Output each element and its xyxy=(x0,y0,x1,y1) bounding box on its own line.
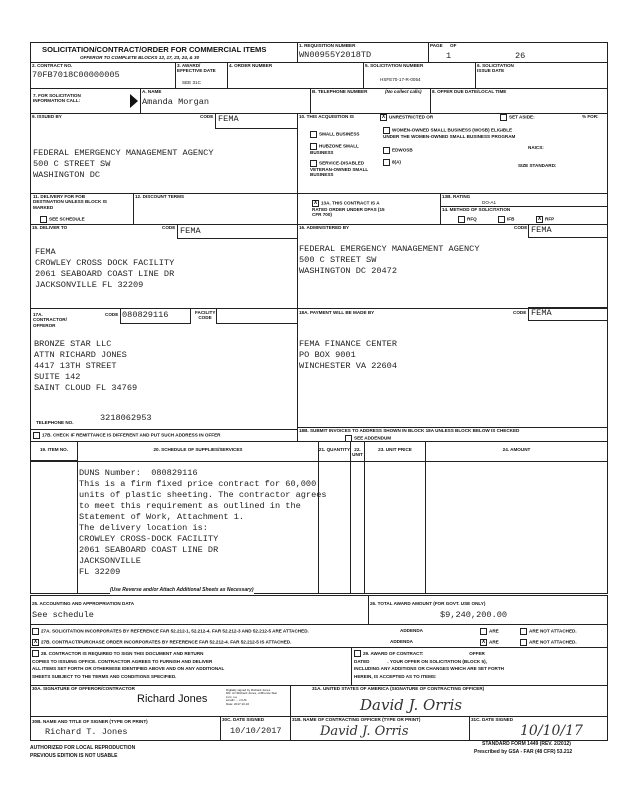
form-number: STANDARD FORM 1449 (REV. 2/2012) xyxy=(482,741,571,747)
29-checkbox[interactable] xyxy=(354,650,361,657)
issued-by-address: FEDERAL EMERGENCY MANAGEMENT AGENCY 500 C STREET SW WASHINGTON DC xyxy=(33,148,214,180)
27b-not-checkbox[interactable] xyxy=(520,639,527,646)
label: 3. AWARD/ EFFECTIVE DATE xyxy=(177,63,216,74)
label: 1. REQUISITION NUMBER xyxy=(299,43,356,48)
label: ARE xyxy=(489,639,499,645)
contractor-signature: Richard Jones xyxy=(137,693,208,705)
label: SEE ADDENDUM xyxy=(354,435,392,441)
col xyxy=(350,441,365,594)
col xyxy=(364,441,426,594)
contractor-date: 10/10/2017 xyxy=(230,726,282,736)
label: SERVICE-DISABLED VETERAN-OWNED SMALL BUSINESS xyxy=(310,160,369,178)
schedule-description: DUNS Number: 080829116 This is a firm fixed price contract for 60,000 units of plastic sheeting. The contractor agrees to meet this requirement as outlined in the Statement of Work, Attachment 1. The delivery location is: CROWLEY CROSS-DOCK FACILITY 2061 SEABOARD COAST LINE DR JACKSONVILLE FL 32209 xyxy=(79,468,327,577)
label: 31C. DATE SIGNED xyxy=(471,717,514,722)
total-award-amount: $9,240,200.00 xyxy=(440,610,508,620)
label: 25. ACCOUNTING AND APPROPRIATION DATA xyxy=(32,601,135,606)
administered-by-code: FEMA xyxy=(531,225,552,235)
column-header: 21. QUANTITY xyxy=(318,447,351,452)
award-date: SEE 31C xyxy=(182,80,201,85)
27a-checkbox[interactable] xyxy=(32,628,39,635)
label: OF xyxy=(450,43,457,48)
issued-by-code: FEMA xyxy=(218,114,239,124)
hubzone-checkbox[interactable] xyxy=(310,143,317,150)
label: 13B. RATING xyxy=(442,194,471,199)
page-number: 1 xyxy=(446,51,452,61)
form-subtitle: OFFEROR TO COMPLETE BLOCKS 12, 17, 23, 24, & 30 xyxy=(80,55,200,60)
wosb-checkbox[interactable] xyxy=(383,127,390,134)
contractor-address: BRONZE STAR LLC ATTN RICHARD JONES 4417 13TH STREET SUITE 142 SAINT CLOUD FL 34769 xyxy=(34,339,138,393)
label: CODE xyxy=(514,225,528,230)
label: 12. DISCOUNT TERMS xyxy=(135,194,185,199)
contractor-phone: 3218062953 xyxy=(100,413,152,423)
label: UNRESTRICTED OR xyxy=(389,114,434,120)
remittance-checkbox[interactable] xyxy=(33,432,40,439)
column-header: 22. UNIT xyxy=(352,447,363,458)
label: 13A. THIS CONTRACT IS A RATED ORDER UNDER DPAS (15 CFR 700) xyxy=(312,200,385,218)
label: 15. DELIVER TO xyxy=(32,225,68,230)
requisition-number: WN00955Y2018TD xyxy=(299,50,372,60)
rfp-checkbox[interactable]: X xyxy=(537,216,542,222)
rfq-checkbox[interactable] xyxy=(458,216,465,223)
label: SMALL BUSINESS xyxy=(319,131,360,137)
contractor-code: 080829116 xyxy=(122,310,169,320)
unrestricted-checkbox[interactable]: X xyxy=(381,114,386,120)
label: 31A. UNITED STATES OF AMERICA (SIGNATURE OF CONTRACTING OFFICER) xyxy=(312,686,485,691)
contracting-officer-date: 10/10/17 xyxy=(520,723,583,739)
arrow-icon xyxy=(130,94,138,108)
digital-signature-note: Digitally signed by Richard Jones DN: cn=Richard Jones, o=Bronze Star LLC, ou, email=..., c=US Date: 2017.10.10 xyxy=(226,688,278,706)
label: PAGE xyxy=(430,43,443,48)
contract-number: 70FB7018C00000005 xyxy=(32,70,120,80)
label: 2. CONTRACT NO. xyxy=(32,63,73,68)
label: NAICS: xyxy=(528,145,544,150)
label: 30B. NAME AND TITLE OF SIGNER (TYPE OR PRINT) xyxy=(32,719,148,724)
payment-code: FEMA xyxy=(531,308,552,318)
label: 27A. SOLICITATION INCORPORATES BY REFERENCE FAR 52.212-1, 52.212-4. FAR 52.212-3 AND 52.212-5 ARE ATTACHED. xyxy=(41,628,309,634)
form-title: SOLICITATION/CONTRACT/ORDER FOR COMMERCIAL ITEMS xyxy=(42,45,267,54)
label: CODE xyxy=(513,310,527,315)
label: 26. TOTAL AWARD AMOUNT (FOR GOVT. USE ONLY) xyxy=(370,601,486,606)
ifb-checkbox[interactable] xyxy=(498,216,505,223)
label: ADDENDA xyxy=(390,639,413,644)
footer-left: AUTHORIZED FOR LOCAL REPRODUCTION PREVIOUS EDITION IS NOT USABLE xyxy=(30,745,136,759)
label: ARE NOT ATTACHED. xyxy=(529,639,577,645)
rating: DO-A1 xyxy=(482,200,497,205)
label: CODE xyxy=(105,312,119,317)
small-business-checkbox[interactable] xyxy=(310,131,317,138)
page-count: 26 xyxy=(515,51,526,61)
label: A. NAME xyxy=(142,89,162,94)
label: 7. FOR SOLICITATION INFORMATION CALL: xyxy=(33,93,81,104)
27a-are-checkbox[interactable] xyxy=(480,628,487,635)
27b-are-checkbox[interactable]: X xyxy=(481,639,486,645)
label: ARE NOT ATTACHED. xyxy=(529,628,577,634)
label: HUBZONE SMALL BUSINESS xyxy=(310,143,359,155)
label: EDWOSB xyxy=(392,147,413,153)
label: SIZE STANDARD: xyxy=(518,163,557,168)
8a-checkbox[interactable] xyxy=(383,159,390,166)
label: TELEPHONE NO. xyxy=(36,420,74,425)
column-header: 20. SCHEDULE OF SUPPLIES/SERVICES xyxy=(153,447,243,452)
solicitation-number: HSFE70-17-R-0054 xyxy=(380,77,421,82)
edwosb-checkbox[interactable] xyxy=(383,147,390,154)
administered-by-address: FEDERAL EMERGENCY MANAGEMENT AGENCY 500 C STREET SW WASHINGTON DC 20472 xyxy=(299,244,480,276)
label: 5. SOLICITATION NUMBER xyxy=(365,63,424,68)
label: RFP xyxy=(545,216,555,222)
set-aside-checkbox[interactable] xyxy=(500,114,507,121)
label: WOMEN-OWNED SMALL BUSINESS (WOSB) ELIGIBLE UNDER THE WOMEN-OWNED SMALL BUSINESS PROGRAM xyxy=(383,127,516,139)
label: B. TELEPHONE NUMBER xyxy=(312,89,368,94)
payment-address: FEMA FINANCE CENTER PO BOX 9001 WINCHESTER VA 22604 xyxy=(299,339,397,371)
27b-checkbox[interactable]: X xyxy=(33,639,38,645)
label: IFB xyxy=(507,216,515,222)
label: 4. ORDER NUMBER xyxy=(229,63,273,68)
label: 8. OFFER DUE DATE/LOCAL TIME xyxy=(432,89,507,94)
28-checkbox[interactable] xyxy=(32,650,39,657)
label: % FOR: xyxy=(582,114,599,119)
label: RFQ xyxy=(467,216,477,222)
see-schedule-checkbox[interactable] xyxy=(40,216,47,223)
label: 30C. DATE SIGNED xyxy=(222,717,265,722)
label: 18A. PAYMENT WILL BE MADE BY xyxy=(299,310,375,315)
accounting-data: See schedule xyxy=(32,610,94,620)
column-header: 23. UNIT PRICE xyxy=(378,447,412,452)
column-header: 24. AMOUNT xyxy=(502,447,531,452)
label: 6. SOLICITATION ISSUE DATE xyxy=(477,63,514,74)
label: 29. AWARD OF CONTRACT: OFFER DATED . YOUR OFFER ON SOLICITATION (BLOCK 5), INCLUDING ANY ADDITIONS OR CHANGES WHICH ARE SET FORTH HEREIN, IS ACCEPTED AS TO ITEMS: xyxy=(354,651,504,679)
label: 14. METHOD OF SOLICITATION xyxy=(442,207,511,212)
label: 17B. CHECK IF REMITTANCE IS DIFFERENT AND PUT SUCH ADDRESS IN OFFER xyxy=(42,432,221,438)
label: SEE SCHEDULE xyxy=(49,216,85,222)
deliver-to-address: FEMA CROWLEY CROSS DOCK FACILITY 2061 SEABOARD COAST LINE DR JACKSONVILLE FL 32209 xyxy=(35,247,175,290)
label: 17A. CONTRACTOR/ OFFEROR xyxy=(33,312,67,328)
label: 8(A) xyxy=(392,159,401,165)
label: 10. THIS ACQUISITION IS xyxy=(299,114,354,119)
column-header: 19. ITEM NO. xyxy=(39,447,69,452)
label: 16. ADMINISTERED BY xyxy=(299,225,350,230)
label: 30A. SIGNATURE OF OFFEROR/CONTRACTOR xyxy=(32,686,135,691)
label: FACILITY CODE xyxy=(195,310,216,321)
label: ARE xyxy=(489,628,499,634)
label: 27B. CONTRACT/PURCHASE ORDER INCORPORATES BY REFERENCE FAR 52.212-4. FAR 52.212-5 IS ATTACHED. xyxy=(41,639,292,645)
label: CODE xyxy=(200,114,214,119)
label: 11. DELIVERY FOR FOB DESTINATION UNLESS BLOCK IS MARKED xyxy=(33,194,107,210)
form-prescribed: Prescribed by GSA - FAR (48 CFR) 53.212 xyxy=(474,749,573,755)
contracting-officer-signature: David J. Orris xyxy=(360,696,463,714)
rated-order-checkbox[interactable]: X xyxy=(313,200,318,206)
27a-not-checkbox[interactable] xyxy=(520,628,527,635)
label: ADDENDA xyxy=(400,628,423,633)
label: (No collect calls) xyxy=(385,89,422,94)
label: 9. ISSUED BY xyxy=(32,114,62,119)
label: (Use Reverse and/or Attach Additional Sheets as Necessary) xyxy=(110,587,254,593)
label: 28. CONTRACTOR IS REQUIRED TO SIGN THIS DOCUMENT AND RETURN COPIES TO ISSUING OFFICE. CONTRACTOR AGREES TO FURNISH AND DELIVER ALL ITEMS SET FORTH OR OTHERWISE IDENTIFIED ABOVE AND ON ANY ADDITIONAL SHEETS SUBJECT TO THE TERMS AND CONDITIONS SPECIFIED. xyxy=(32,651,225,679)
signer-name: Richard T. Jones xyxy=(45,727,128,737)
facility-code-box xyxy=(216,308,298,324)
contact-name: Amanda Morgan xyxy=(142,97,210,107)
deliver-to-code: FEMA xyxy=(180,226,201,236)
sdvosb-checkbox[interactable] xyxy=(310,160,317,167)
label: 31B. NAME OF CONTRACTING OFFICER (TYPE OR PRINT) xyxy=(292,717,421,722)
label: 18B. SUBMIT INVOICES TO ADDRESS SHOWN IN BLOCK 18A UNLESS BLOCK BELOW IS CHECKED xyxy=(299,428,520,433)
label: CODE xyxy=(162,225,176,230)
contracting-officer-name: David J. Orris xyxy=(320,724,409,739)
label: SET ASIDE: xyxy=(509,114,535,120)
